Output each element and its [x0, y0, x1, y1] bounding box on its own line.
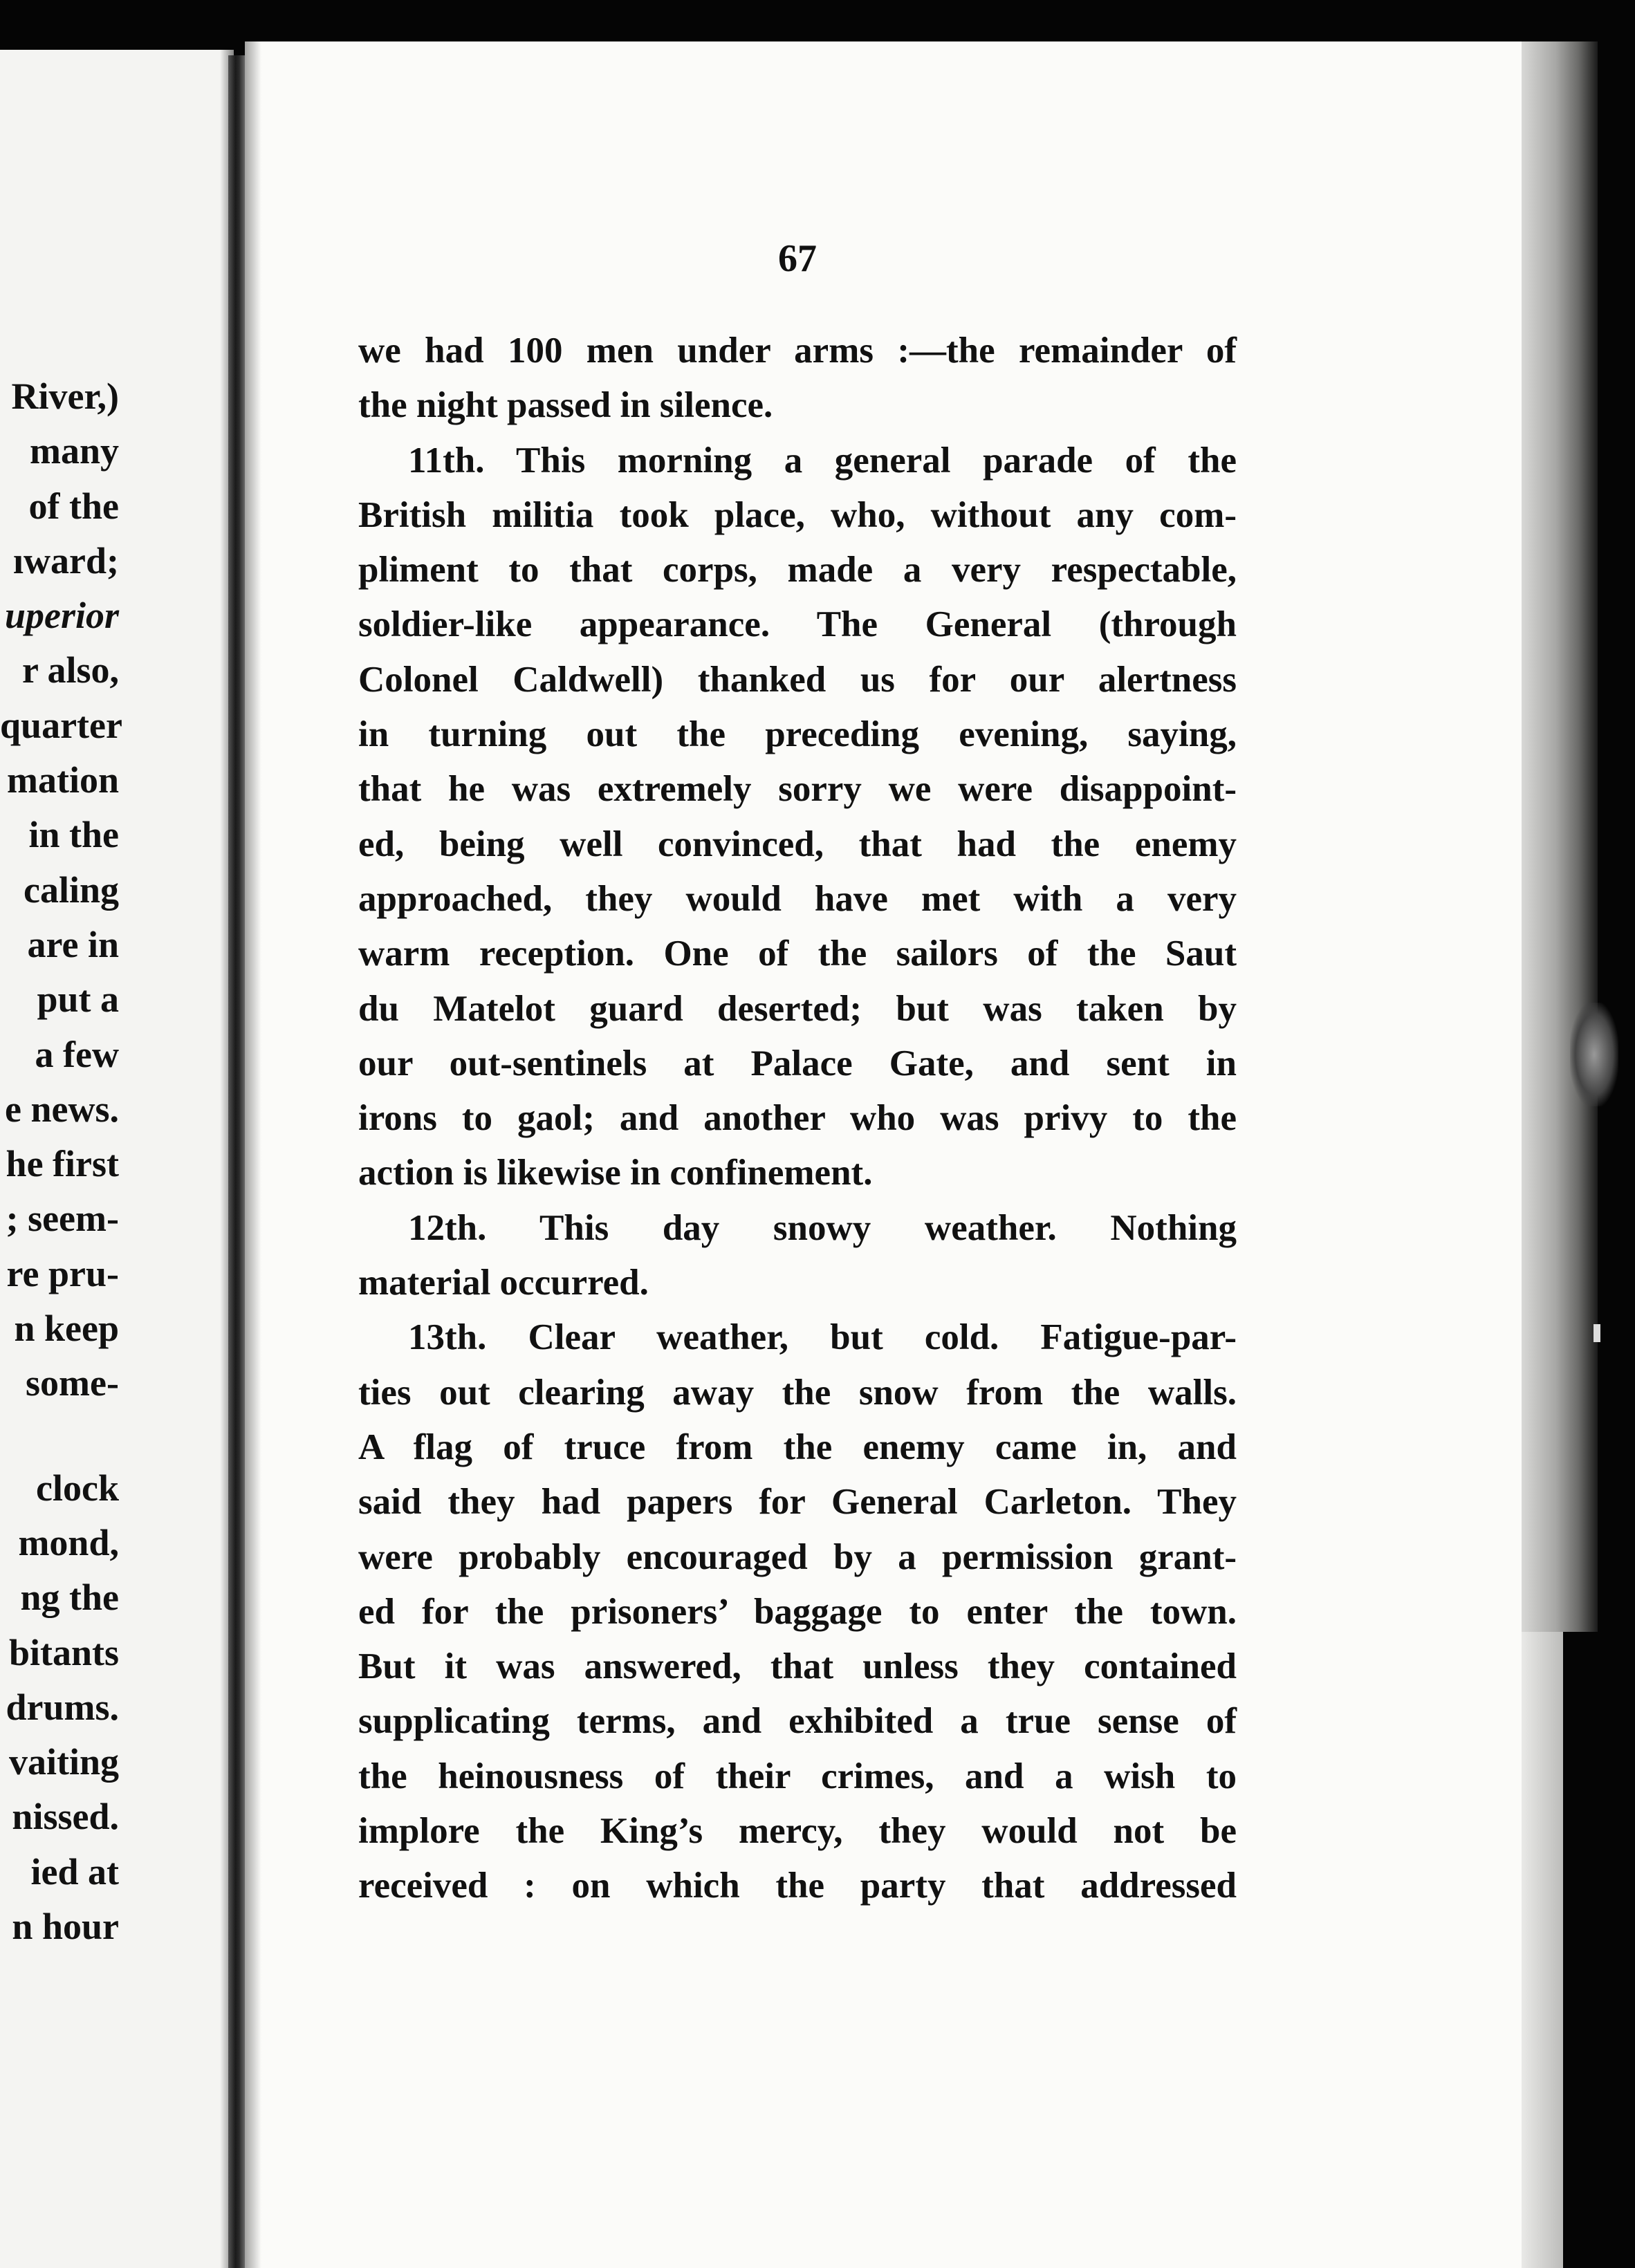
text-line: supplicating terms, and exhibited a true sense of	[358, 1701, 1237, 1742]
text-line: some-	[26, 1362, 119, 1404]
text-line: nissed.	[12, 1796, 119, 1838]
text-line: in turning out the preceding evening, saying,	[358, 714, 1237, 755]
text-line: River,)	[11, 375, 119, 417]
spine-shadow	[245, 41, 261, 2268]
text-line: 11th. This morning a general parade of the	[408, 440, 1237, 481]
text-line: bitants	[8, 1631, 119, 1673]
text-line: n hour	[12, 1906, 119, 1948]
text-line: received : on which the party that addressed	[358, 1866, 1237, 1906]
text-line: re pru-	[6, 1252, 119, 1294]
page-edge	[1522, 41, 1598, 1632]
text-line: soldier-like appearance. The General (through	[358, 604, 1237, 645]
text-line: ; seem-	[6, 1198, 119, 1240]
text-line: r also,	[21, 649, 119, 691]
scan-mark	[1594, 1324, 1600, 1342]
text-line: vaiting	[8, 1741, 119, 1783]
text-line: of the	[28, 485, 119, 527]
previous-page-text	[0, 369, 122, 1954]
text-line: the heinousness of their crimes, and a wish to	[358, 1756, 1237, 1796]
text-line: du Matelot guard deserted; but was taken by	[358, 988, 1237, 1029]
scan-blemish	[1570, 1003, 1618, 1106]
text-line: approached, they would have met with a very	[358, 878, 1237, 919]
text-line: that he was extremely sorry we were disappoint-	[358, 769, 1237, 810]
text-line: a few	[35, 1033, 119, 1075]
text-line: British militia took place, who, without any com-	[358, 494, 1237, 535]
text-line: ed, being well convinced, that had the enemy	[358, 824, 1237, 864]
text-line: ng the	[20, 1577, 119, 1619]
text-line: pliment to that corps, made a very respectable,	[358, 550, 1237, 591]
text-line: mation	[7, 759, 119, 801]
text-line: Colonel Caldwell) thanked us for our alertness	[358, 659, 1237, 700]
text-line: caling	[23, 868, 119, 911]
text-line: implore the King’s mercy, they would not be	[358, 1811, 1237, 1852]
blank-line	[0, 1411, 119, 1461]
previous-page	[0, 50, 234, 2268]
text-line: warm reception. One of the sailors of the Saut	[358, 933, 1237, 974]
text-line: ed for the prisoners’ baggage to enter the town.	[358, 1591, 1237, 1632]
text-line: clock	[36, 1467, 119, 1509]
text-line: are in	[27, 923, 119, 965]
text-line: our out-sentinels at Palace Gate, and sent in	[358, 1043, 1237, 1084]
text-line: action is likewise in confinement.	[358, 1153, 873, 1193]
text-line: said they had papers for General Carleton. They	[358, 1482, 1237, 1523]
text-line: were probably encouraged by a permission grant-	[358, 1536, 1237, 1577]
text-line: ıward;	[13, 539, 119, 582]
text-line: mond,	[18, 1521, 119, 1563]
book-gutter	[228, 55, 246, 2268]
page-number: 67	[778, 237, 817, 280]
text-line: ied at	[30, 1850, 119, 1893]
text-line: put a	[37, 978, 119, 1021]
text-line: ties out clearing away the snow from the walls.	[358, 1372, 1237, 1413]
text-line: But it was answered, that unless they contained	[358, 1646, 1237, 1687]
page-edge-lower	[1522, 1632, 1563, 2268]
text-line: drums.	[6, 1686, 119, 1728]
text-line: the night passed in silence.	[358, 385, 773, 426]
text-line: uperior	[4, 595, 119, 637]
text-line: in the	[28, 814, 119, 856]
text-line: many	[29, 430, 119, 472]
text-line: he first	[6, 1143, 119, 1185]
text-line: A flag of truce from the enemy came in, and	[358, 1426, 1237, 1467]
text-line: 13th. Clear weather, but cold. Fatigue-par-	[408, 1317, 1237, 1358]
text-line: n keep	[14, 1308, 119, 1350]
page-body-text	[358, 324, 1237, 1914]
text-line: we had 100 men under arms :—the remainder of	[358, 331, 1237, 371]
text-line: material occurred.	[358, 1263, 649, 1303]
text-line: quarter	[0, 704, 122, 746]
text-line: irons to gaol; and another who was privy to the	[358, 1098, 1237, 1139]
text-line: e news.	[5, 1088, 119, 1130]
text-line: 12th. This day snowy weather. Nothing	[408, 1207, 1237, 1248]
